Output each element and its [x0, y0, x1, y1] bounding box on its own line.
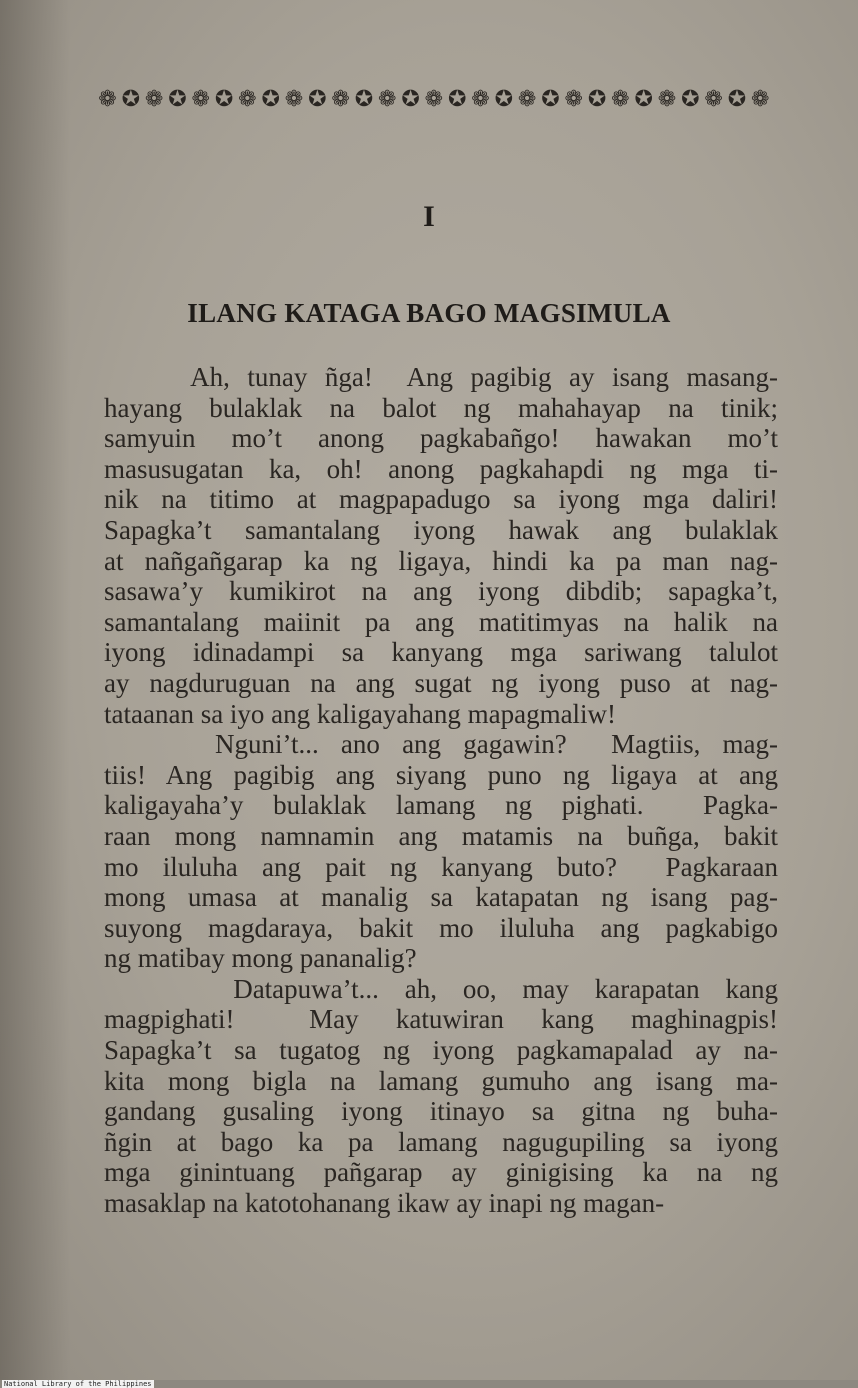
text-line: mga ginintuang pañgarap ay ginigising ka na ng	[104, 1157, 778, 1188]
text-line: Nguni’t... ano ang gagawin? Magtiis, mag-	[104, 729, 778, 760]
text-line: tataanan sa iyo ang kaligayahang mapagmaliw!	[104, 698, 617, 729]
chapter-title: ILANG KATAGA BAGO MAGSIMULA	[187, 298, 671, 328]
flower-ornament-icon: ❁	[424, 86, 444, 112]
star-ornament-icon: ✪	[308, 86, 327, 112]
text-line: samyuin mo’t anong pagkabañgo! hawakan mo’t	[104, 423, 778, 454]
text-line: raan mong namnamin ang matamis na buñga, bakit	[104, 820, 778, 851]
text-line: tiis! Ang pagibig ang siyang puno ng ligaya at ang	[104, 759, 778, 790]
star-ornament-icon: ✪	[587, 86, 607, 112]
star-ornament-icon: ✪	[681, 86, 700, 112]
flower-ornament-icon: ❁	[611, 86, 630, 112]
star-ornament-icon: ✪	[354, 86, 374, 112]
text-line: kita mong bigla na lamang gumuho ang isang ma-	[104, 1065, 778, 1096]
flower-ornament-icon: ❁	[471, 86, 490, 112]
text-line: sasawa’y kumikirot na ang iyong dibdib; sapagka’t,	[104, 576, 778, 607]
star-ornament-icon: ✪	[494, 86, 514, 112]
text-line: Ah, tunay ñga! Ang pagibig ay isang masang-	[104, 362, 778, 392]
flower-ornament-icon: ❁	[331, 86, 350, 112]
flower-ornament-icon: ❁	[564, 86, 583, 112]
text-line: gandang gusaling iyong itinayo sa gitna ng buha-	[104, 1096, 778, 1127]
flower-ornament-icon: ❁	[191, 86, 210, 112]
flower-ornament-icon: ❁	[238, 86, 257, 112]
flower-ornament-icon: ❁	[378, 86, 397, 112]
star-ornament-icon: ✪	[401, 86, 420, 112]
text-line: masusugatan ka, oh! anong pagkahapdi ng mga ti-	[104, 453, 778, 484]
text-line: ay nagduruguan na ang sugat ng iyong puso at nag-	[104, 667, 778, 698]
text-line: samantalang maiinit pa ang matitimyas na halik na	[104, 606, 778, 637]
flower-ornament-icon: ❁	[751, 86, 770, 112]
text-line: Sapagka’t samantalang iyong hawak ang bulaklak	[104, 514, 778, 545]
flower-ornament-icon: ❁	[704, 86, 723, 112]
text-line: ñgin at bago ka pa lamang nagugupiling sa iyong	[104, 1126, 778, 1157]
star-ornament-icon: ✪	[541, 86, 560, 112]
ornamental-border	[96, 84, 772, 114]
star-ornament-icon: ✪	[634, 86, 653, 112]
text-line: at nañgañgarap ka ng ligaya, hindi ka pa man nag-	[104, 545, 778, 576]
star-ornament-icon: ✪	[121, 86, 141, 112]
text-line: masaklap na katotohanang ikaw ay inapi ng magan-	[104, 1188, 665, 1219]
chapter-number: I	[423, 200, 435, 233]
flower-ornament-icon: ❁	[98, 86, 117, 112]
text-line: iyong idinadampi sa kanyang mga sariwang talulot	[104, 637, 778, 668]
star-ornament-icon: ✪	[168, 86, 187, 112]
text-line: Sapagka’t sa tugatog ng iyong pagkamapalad ay na-	[104, 1035, 778, 1066]
text-line: suyong magdaraya, bakit mo iluluha ang pagkabigo	[104, 912, 778, 943]
star-ornament-icon: ✪	[214, 86, 234, 112]
library-watermark: National Library of the Philippines	[4, 1380, 152, 1388]
flower-ornament-icon: ❁	[284, 86, 304, 112]
text-line: hayang bulaklak na balot ng mahahayap na tinik;	[104, 392, 778, 423]
star-ornament-icon: ✪	[447, 86, 467, 112]
text-line: magpighati! May katuwiran kang maghinagpis!	[104, 1004, 778, 1035]
star-ornament-icon: ✪	[261, 86, 280, 112]
text-line: kaligayaha’y bulaklak lamang ng pighati. Pagka-	[104, 790, 778, 821]
flower-ornament-icon: ❁	[144, 86, 164, 112]
text-line: ng matibay mong pananalig?	[104, 943, 417, 974]
star-ornament-icon: ✪	[727, 86, 747, 112]
text-line: Datapuwa’t... ah, oo, may karapatan kang	[104, 973, 778, 1004]
text-line: mong umasa at manalig sa katapatan ng isang pag-	[104, 882, 778, 913]
body-text	[104, 362, 778, 1219]
flower-ornament-icon: ❁	[517, 86, 537, 112]
text-line: nik na titimo at magpapadugo sa iyong mga daliri!	[104, 484, 778, 515]
flower-ornament-icon: ❁	[657, 86, 677, 112]
text-line: mo iluluha ang pait ng kanyang buto? Pagkaraan	[104, 851, 778, 882]
